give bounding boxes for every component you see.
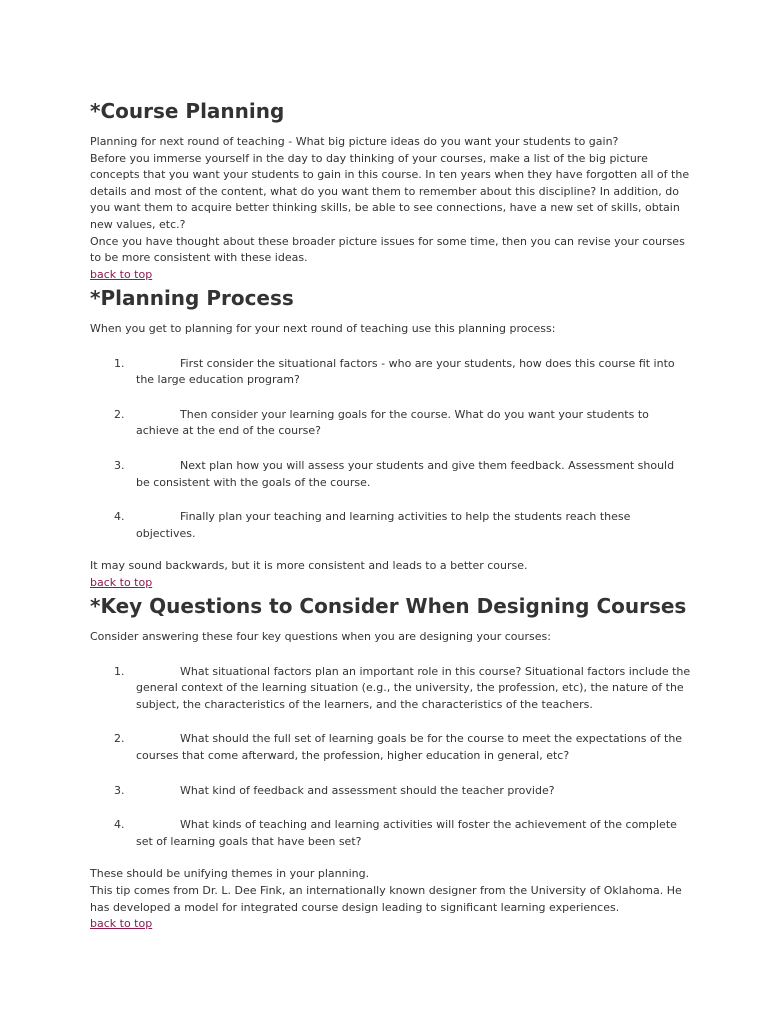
list-item — [90, 356, 690, 389]
section-planning-process — [90, 285, 690, 592]
text-line: This tip comes from Dr. L. Dee Fink, an internationally known designer from the University of Oklahoma. He — [90, 883, 682, 897]
outro-text — [90, 558, 690, 575]
item-number: 4. — [114, 818, 125, 832]
text-line: objectives. — [136, 526, 196, 540]
item-number: 1. — [114, 664, 125, 678]
text-line: be consistent with the goals of the course. — [136, 475, 371, 489]
text-line: details and most of the content, what do you want them to remember about this discipline? In addition, do — [90, 184, 679, 198]
text-line: set of learning goals that have been set? — [136, 834, 362, 848]
text-line: Before you immerse yourself in the day to day thinking of your courses, make a list of the big picture — [90, 151, 648, 165]
list-item — [90, 458, 690, 491]
back-to-top-link[interactable]: back to top — [90, 267, 153, 281]
back-to-top-link[interactable]: back to top — [90, 917, 153, 931]
item-number: 1. — [114, 356, 125, 370]
intro-text — [90, 629, 690, 646]
text-line: What kind of feedback and assessment should the teacher provide? — [180, 783, 555, 797]
intro-text — [90, 321, 690, 338]
key-questions-list — [90, 664, 690, 851]
item-number: 4. — [114, 510, 125, 524]
text-line: What situational factors plan an important role in this course? Situational factors include the — [180, 664, 691, 678]
text-line: First consider the situational factors - who are your students, how does this course fit into — [180, 356, 675, 370]
section-key-questions — [90, 593, 690, 933]
item-number: 3. — [114, 783, 125, 797]
paragraph — [90, 234, 690, 267]
list-item — [90, 509, 690, 542]
section-title: *Key Questions to Consider When Designing Courses — [90, 594, 687, 618]
item-number: 2. — [114, 407, 125, 421]
paragraph — [90, 134, 690, 151]
item-number: 3. — [114, 458, 125, 472]
list-item — [90, 783, 690, 800]
text-line: courses that come afterward, the profession, higher education in general, etc? — [136, 748, 570, 762]
text-line: new values, etc.? — [90, 217, 186, 231]
section-course-planning — [90, 98, 690, 283]
text-line: you want them to acquire better thinking skills, be able to see connections, have a new set of skills, obtain — [90, 201, 680, 215]
text-line: has developed a model for integrated course design leading to significant learning experiences. — [90, 900, 620, 914]
section-title: *Course Planning — [90, 99, 285, 123]
section-title: *Planning Process — [90, 286, 294, 310]
text-line: Then consider your learning goals for the course. What do you want your students to — [180, 407, 649, 421]
text-line: to be more consistent with these ideas. — [90, 251, 308, 265]
text-line: It may sound backwards, but it is more consistent and leads to a better course. — [90, 559, 528, 573]
text-line: the large education program? — [136, 373, 300, 387]
text-line: Finally plan your teaching and learning activities to help the students reach these — [180, 510, 631, 524]
text-line: achieve at the end of the course? — [136, 424, 321, 438]
list-item — [90, 407, 690, 440]
text-line: Planning for next round of teaching - What big picture ideas do you want your students to gain? — [90, 135, 619, 148]
outro-text — [90, 866, 690, 916]
paragraph — [90, 151, 690, 234]
item-number: 2. — [114, 732, 125, 746]
planning-steps-list — [90, 356, 690, 543]
text-line: concepts that you want your students to gain in this course. In ten years when they have forgotten all of the — [90, 168, 690, 182]
text-line: general context of the learning situation (e.g., the university, the profession, etc), the nature of the — [136, 681, 684, 695]
list-item — [90, 731, 690, 764]
text-line: What kinds of teaching and learning activities will foster the achievement of the complete — [180, 818, 677, 832]
text-line: When you get to planning for your next round of teaching use this planning process: — [90, 322, 556, 335]
text-line: Next plan how you will assess your students and give them feedback. Assessment should — [180, 458, 675, 472]
text-line: These should be unifying themes in your planning. — [90, 867, 370, 881]
back-to-top-link[interactable]: back to top — [90, 575, 153, 589]
text-line: subject, the characteristics of the learners, and the characteristics of the teachers. — [136, 697, 593, 711]
list-item — [90, 817, 690, 850]
text-line: Once you have thought about these broader picture issues for some time, then you can revise your courses — [90, 234, 685, 248]
list-item — [90, 664, 690, 714]
text-line: What should the full set of learning goals be for the course to meet the expectations of the — [180, 732, 683, 746]
text-line: Consider answering these four key questions when you are designing your courses: — [90, 630, 551, 643]
